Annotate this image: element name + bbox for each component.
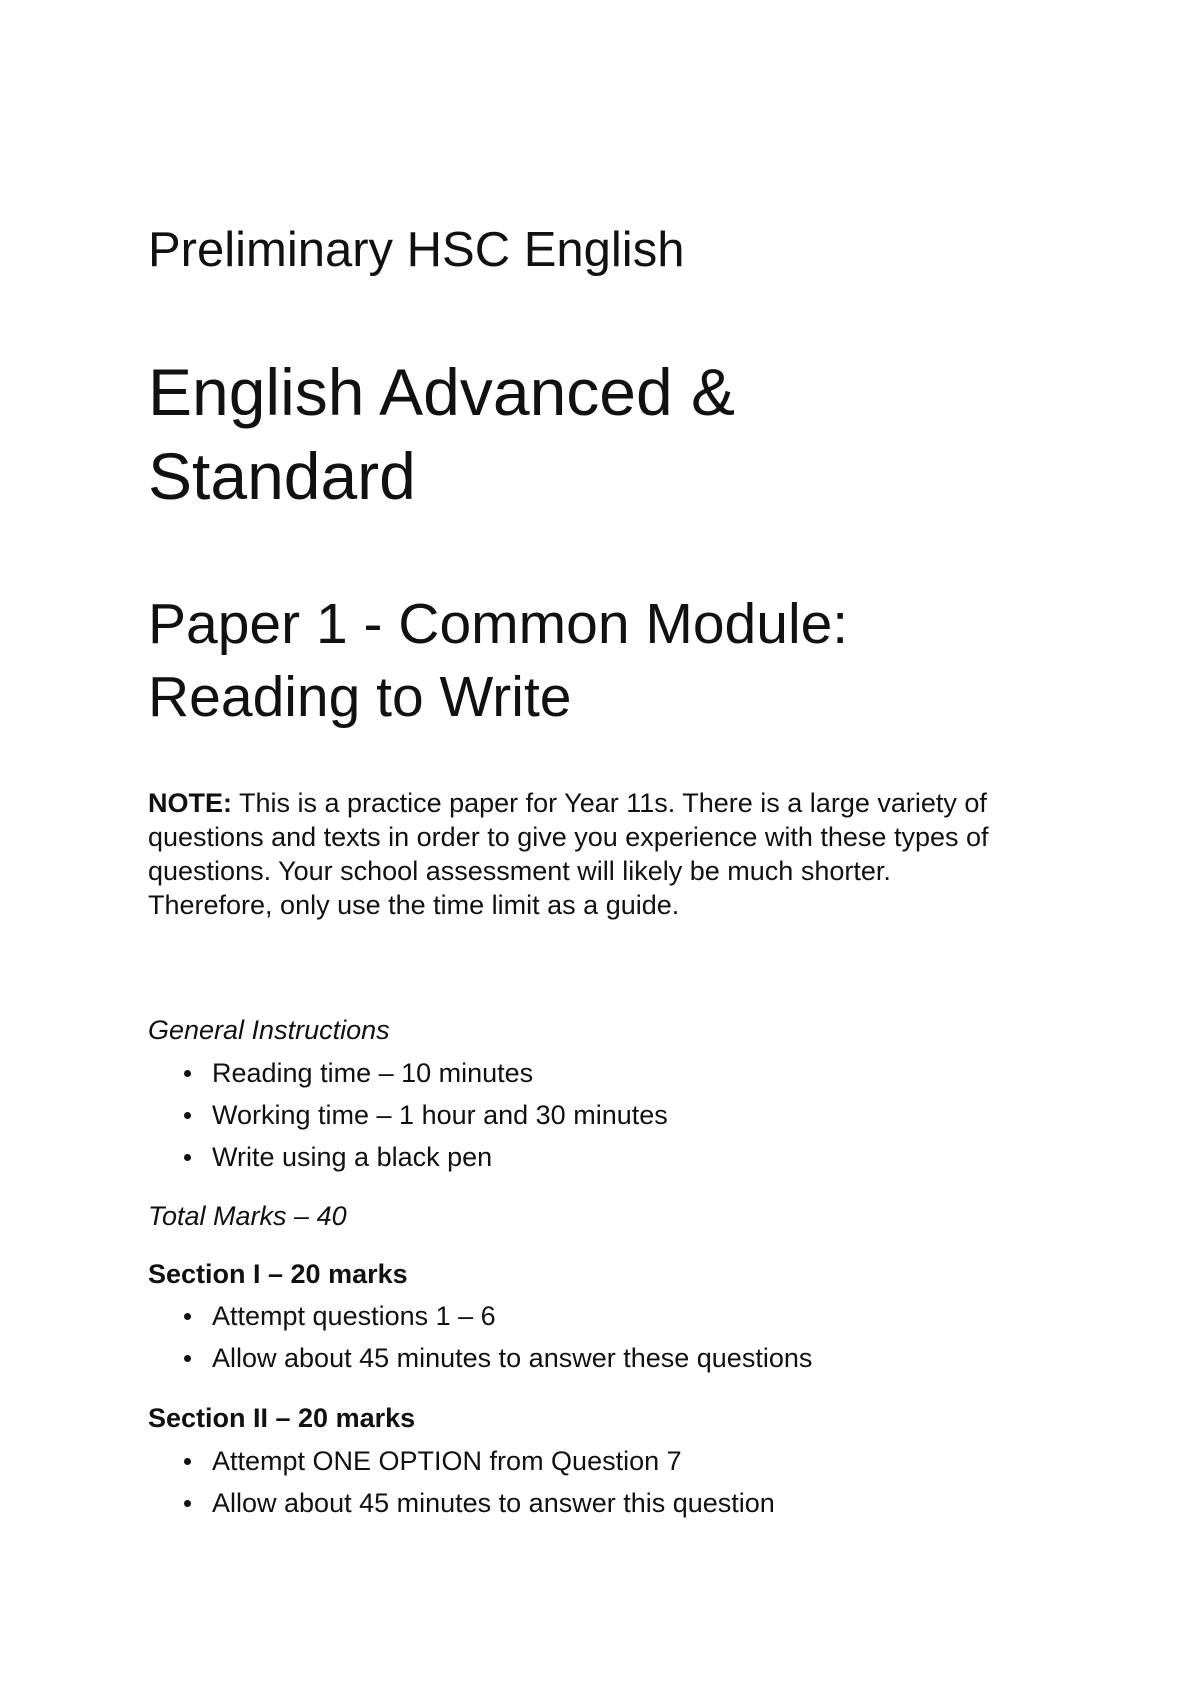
- list-item: [148, 1486, 775, 1520]
- list-item-text: Reading time – 10 minutes: [212, 1058, 534, 1088]
- bullet-icon: [184, 1070, 191, 1077]
- section-1-list: [148, 1299, 812, 1375]
- section-2-list: [148, 1444, 775, 1520]
- bullet-icon: [184, 1154, 191, 1161]
- list-item-text: Write using a black pen: [212, 1142, 493, 1172]
- note-line-1: [148, 786, 1068, 820]
- paper-line-1: Paper 1 - Common Module:: [148, 592, 849, 656]
- list-item: [148, 1140, 668, 1174]
- list-item: [148, 1056, 668, 1090]
- section-2-heading: Section II – 20 marks: [148, 1403, 416, 1433]
- title-line-2: Standard: [148, 439, 416, 513]
- note-label: NOTE:: [148, 788, 232, 818]
- paper-line-2: Reading to Write: [148, 665, 572, 729]
- course-name: Preliminary HSC English: [148, 223, 685, 277]
- total-marks: Total Marks – 40: [148, 1201, 347, 1231]
- list-item: [148, 1299, 812, 1333]
- practice-note: [148, 786, 1068, 922]
- note-line-4: Therefore, only use the time limit as a guide.: [148, 890, 680, 920]
- general-instructions-list: [148, 1056, 668, 1174]
- list-item-text: Working time – 1 hour and 30 minutes: [212, 1100, 668, 1130]
- note-line-2: questions and texts in order to give you experience with these types of: [148, 822, 989, 852]
- note-text-1: This is a practice paper for Year 11s. There is a large variety of: [232, 788, 987, 818]
- bullet-icon: [184, 1355, 191, 1362]
- document-title: [148, 350, 735, 518]
- list-item-text: Attempt ONE OPTION from Question 7: [212, 1446, 682, 1476]
- note-line-3: questions. Your school assessment will likely be much shorter.: [148, 856, 891, 886]
- list-item: [148, 1341, 812, 1375]
- paper-title: [148, 588, 848, 734]
- list-item-text: Allow about 45 minutes to answer these questions: [212, 1343, 813, 1373]
- title-line-1: English Advanced &: [148, 355, 736, 429]
- list-item-text: Allow about 45 minutes to answer this question: [212, 1488, 775, 1518]
- list-item: [148, 1098, 668, 1132]
- bullet-icon: [184, 1500, 191, 1507]
- list-item-text: Attempt questions 1 – 6: [212, 1301, 496, 1331]
- section-1-heading: Section I – 20 marks: [148, 1259, 408, 1289]
- bullet-icon: [184, 1313, 191, 1320]
- general-instructions-heading: General Instructions: [148, 1015, 390, 1045]
- bullet-icon: [184, 1458, 191, 1465]
- list-item: [148, 1444, 775, 1478]
- bullet-icon: [184, 1112, 191, 1119]
